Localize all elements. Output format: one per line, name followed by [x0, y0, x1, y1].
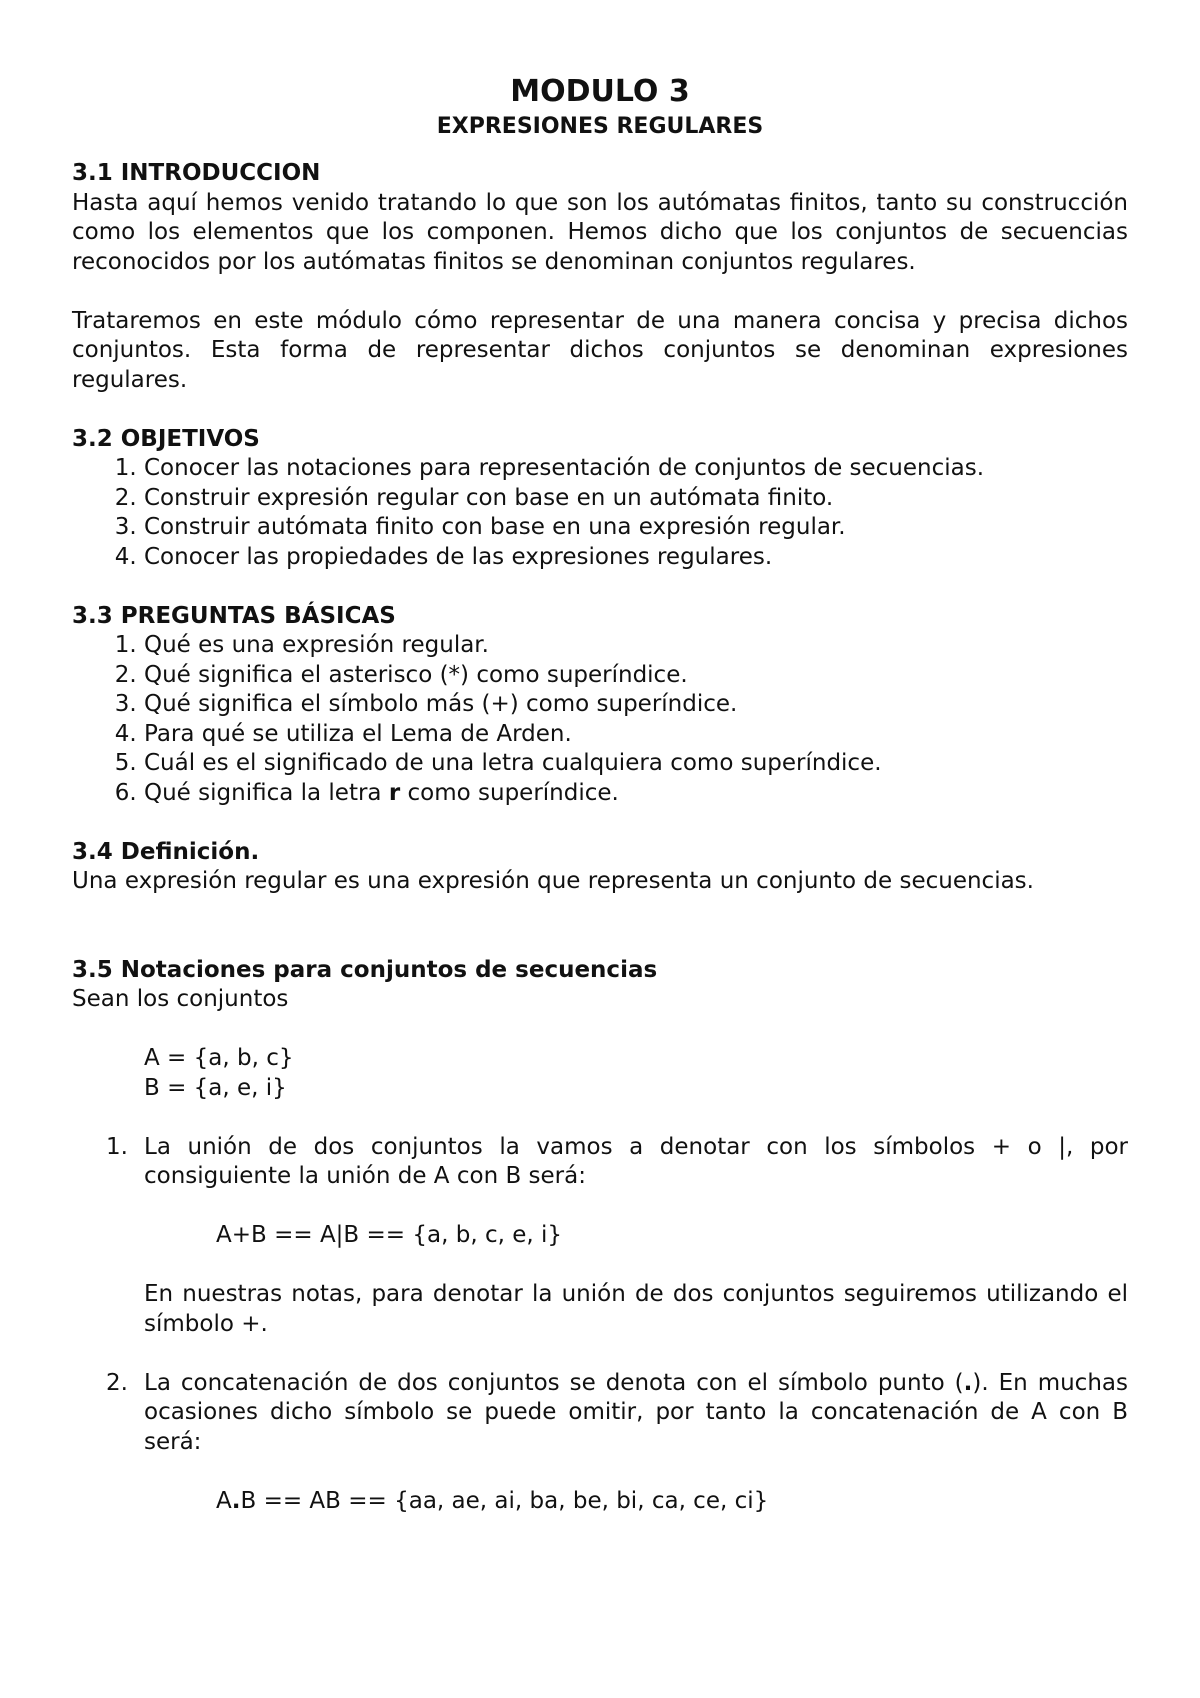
section-3-4-heading: 3.4 Definición.: [72, 838, 260, 865]
union-note: En nuestras notas, para denotar la unión de dos conjuntos seguiremos utilizando el símbolo +.: [144, 1281, 1128, 1337]
page-subtitle: EXPRESIONES REGULARES: [436, 114, 764, 139]
sets-intro: Sean los conjuntos: [72, 986, 289, 1012]
list-item: 2. Qué significa el asterisco (*) como superíndice.: [144, 661, 1128, 691]
section-3-2-heading: 3.2 OBJETIVOS: [72, 425, 260, 452]
list-item-text: como superíndice.: [400, 779, 619, 806]
section-3-5-heading: 3.5 Notaciones para conjuntos de secuencias: [72, 956, 658, 983]
concatenation-text: La concatenación de dos conjuntos se denota con el símbolo punto (: [144, 1369, 964, 1396]
set-b: B = {a, e, i}: [144, 1074, 287, 1101]
section-3-1-paragraph-2: Trataremos en este módulo cómo representar de una manera concisa y precisa dichos conjuntos. Esta forma de representar dichos conjuntos se denominan expresiones regulares.: [72, 307, 1128, 393]
page-title: MODULO 3: [510, 74, 690, 109]
section-3-1-heading: 3.1 INTRODUCCION: [72, 160, 321, 186]
list-item: 3. Construir autómata finito con base en una expresión regular.: [144, 513, 1128, 543]
list-item-text: Qué significa la letra: [144, 779, 389, 806]
definition-text: Una expresión regular es una expresión que representa un conjunto de secuencias.: [72, 868, 1034, 894]
concatenation-text: ). En muchas ocasiones dicho símbolo se puede omitir, por tanto la concatenación de A con B será:: [144, 1369, 1128, 1455]
formula-text: B == AB == {aa, ae, ai, ba, be, bi, ca, ce, ci}: [240, 1487, 769, 1514]
item-number: 1.: [106, 1133, 128, 1160]
objectives-list: [72, 454, 1128, 572]
list-item: 4. Conocer las propiedades de las expresiones regulares.: [144, 543, 1128, 573]
section-3-1-paragraph-1: Hasta aquí hemos venido tratando lo que son los autómatas finitos, tanto su construcción como los elementos que los componen. Hemos dicho que los conjuntos de secuencias reconocidos por los autómatas finitos se denominan conjuntos regulares.: [72, 189, 1128, 275]
section-3-3-heading: 3.3 PREGUNTAS BÁSICAS: [72, 602, 396, 629]
questions-list: [72, 631, 1128, 808]
list-item: 1. Qué es una expresión regular.: [144, 631, 1128, 661]
item-number: 2.: [106, 1369, 128, 1396]
set-a: A = {a, b, c}: [144, 1045, 294, 1071]
bold-dot: .: [231, 1487, 241, 1514]
concatenation-formula: [144, 1487, 1128, 1517]
formula-text: A: [216, 1487, 232, 1514]
list-item: [144, 779, 1128, 809]
list-item: 2. Construir expresión regular con base en un autómata finito.: [144, 484, 1128, 514]
notation-item-union: [72, 1133, 1128, 1340]
list-item: 1. Conocer las notaciones para representación de conjuntos de secuencias.: [144, 454, 1128, 484]
list-item: 4. Para qué se utiliza el Lema de Arden.: [144, 720, 1128, 750]
union-description: La unión de dos conjuntos la vamos a denotar con los símbolos + o |, por consiguiente la unión de A con B será:: [144, 1133, 1128, 1189]
list-item: 3. Qué significa el símbolo más (+) como superíndice.: [144, 690, 1128, 720]
notation-item-concatenation: [72, 1369, 1128, 1517]
concatenation-description: [144, 1369, 1128, 1458]
bold-dot: .: [963, 1369, 973, 1396]
list-item: 5. Cuál es el significado de una letra cualquiera como superíndice.: [144, 749, 1128, 779]
union-formula: A+B == A|B == {a, b, c, e, i}: [216, 1222, 563, 1248]
bold-letter-r: r: [388, 779, 401, 806]
